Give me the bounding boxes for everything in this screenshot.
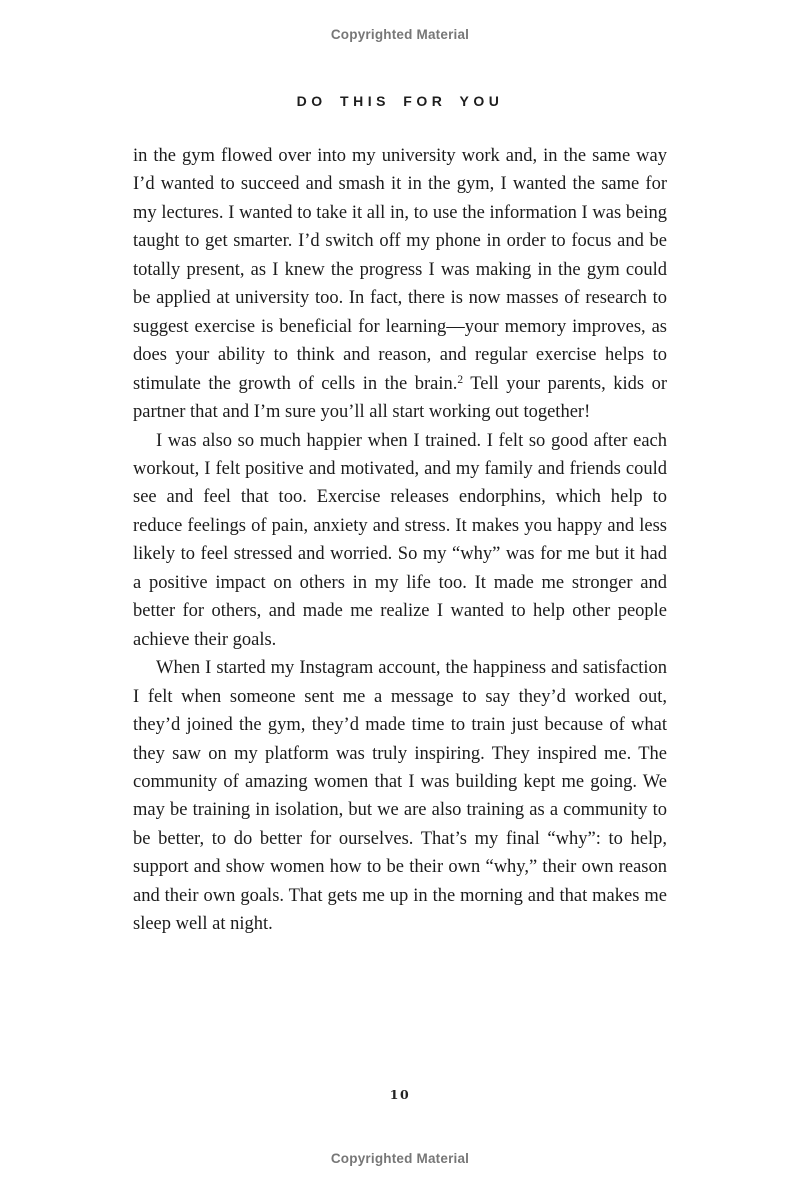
- paragraph: When I started my Instagram account, the happiness and satisfaction I felt when someone sent me a message to say they’d worked out, they’d joined the gym, they’d made time to train just because of what they saw on my platform was truly inspiring. They inspired me. The community of amazing women that I was building kept me going. We may be training in isolation, but we are also training as a community to be better, to do better for ourselves. That’s my final “why”: to help, support and show women how to be their own “why,” their own reason and their own goals. That gets me up in the morning and that makes me sleep well at night.: [133, 658, 667, 935]
- paragraph: I was also so much happier when I trained. I felt so good after each workout, I felt positive and motivated, and my family and friends could see and feel that too. Exercise releases endorphins, which help to reduce feelings of pain, anxiety and stress. It makes you happy and less likely to feel stressed and worried. So my “why” was for me but it had a positive impact on others in my life too. It made me stronger and better for others, and made me realize I wanted to help other people achieve their goals.: [133, 430, 667, 650]
- paragraph-text: in the gym flowed over into my university work and, in the same way I’d wanted to succeed and smash it in the gym, I wanted the same for my lectures. I wanted to take it all in, to use the information I was being taught to get smarter. I’d switch off my phone in order to focus and be totally present, as I knew the progress I was making in the gym could be applied at university too. In fact, there is now masses of research to suggest exercise is beneficial for learning—your memory improves, as does your ability to think and reason, and regular exercise helps to stimulate the growth of cells in the brain.: [133, 146, 667, 394]
- paragraph-text: Tell your parents, kids or partner that and I’m sure you’ll all start working out together!: [133, 373, 667, 423]
- footnote-reference: 2: [457, 374, 464, 387]
- body-text-block: [133, 142, 667, 939]
- copyright-notice-top: Copyrighted Material: [330, 27, 470, 42]
- paragraph-continuation: [133, 142, 667, 427]
- running-header-title: DO THIS FOR YOU: [296, 93, 504, 109]
- page-number: 10: [389, 1087, 411, 1102]
- copyright-notice-bottom: Copyrighted Material: [330, 1151, 470, 1166]
